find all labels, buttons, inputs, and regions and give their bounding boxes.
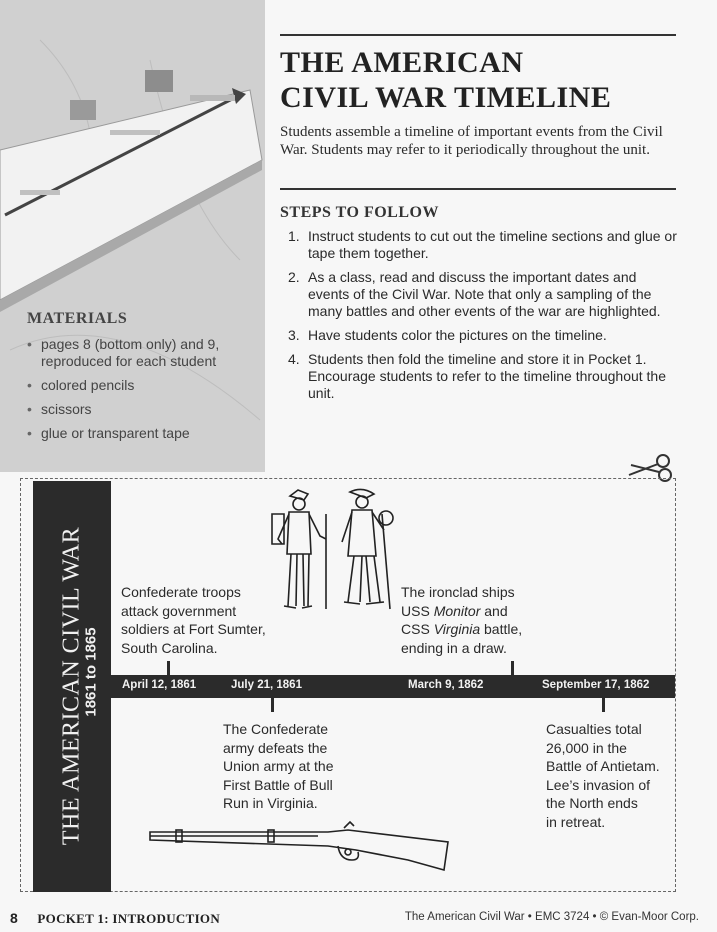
event-bull-run [223,720,334,813]
event-line: CSS [401,621,430,637]
event-ironclads [401,583,522,657]
timeline-date: July 21, 1861 [231,679,302,691]
page-title-line2: CIVIL WAR TIMELINE [280,81,612,114]
event-line: battle, [484,621,523,637]
intro-text: Students assemble a timeline of important events from the Civil War. Students may refer to it periodically throughout the unit. [280,124,663,158]
timeline-tick [511,661,514,675]
timeline-date: April 12, 1861 [122,679,197,691]
page-number: 8 [10,910,18,926]
rifle-illustration [148,820,450,878]
step-item [288,269,678,320]
event-line: the North ends [546,795,638,811]
timeline-tick [167,661,170,675]
materials-item: • glue or transparent tape [27,425,263,442]
steps-heading: STEPS TO FOLLOW [280,204,439,221]
event-ship-name: Virginia [433,621,481,637]
event-line: attack government [121,602,237,619]
event-line: and [484,602,508,619]
footer-credit: The American Civil War • EMC 3724 • © Evan-Moor Corp. [404,911,699,923]
step-item [288,327,678,344]
materials-item: • pages 8 (bottom only) and 9, reproduced for each student [27,336,263,370]
event-line: USS [401,602,430,619]
materials-list [27,336,263,442]
step-number: 1. [288,228,300,244]
event-line: Confederate troops [121,584,241,600]
title-rule-bottom [280,188,676,190]
page-title [280,45,680,115]
timeline-date: September 17, 1862 [542,679,650,691]
timeline-tick [602,698,605,712]
event-line: Lee’s invasion of [546,776,651,793]
timeline-side-title: THE AMERICAN CIVIL WAR [58,526,85,846]
step-number: 2. [288,269,300,285]
materials-heading: MATERIALS [27,310,128,327]
event-fort-sumter [121,583,266,657]
event-line: army defeats the [223,739,328,756]
event-line: in retreat. [546,813,606,830]
step-text: Instruct students to cut out the timeline sections and glue or tape them together. [308,228,677,261]
step-text: Students then fold the timeline and store it in Pocket 1. Encourage students to refer to the timeline throughout the unit. [308,351,667,401]
materials-item: • colored pencils [27,377,263,394]
event-line: ending in a draw. [401,639,507,656]
timeline-date: March 9, 1862 [408,679,484,691]
event-line: First Battle of Bull [223,776,333,793]
timeline-tick [271,698,274,712]
event-line: Union army at the [223,758,334,774]
event-line: Run in Virginia. [223,795,318,811]
step-item [288,351,678,402]
step-item [288,228,678,262]
event-line: soldiers at Fort Sumter, [121,621,266,637]
event-line: The ironclad ships [401,584,515,600]
event-line: The Confederate [223,721,329,737]
step-number: 3. [288,327,300,343]
event-ship-name: Monitor [433,602,481,619]
step-text: Have students color the pictures on the timeline. [308,327,607,343]
soldiers-illustration [262,484,402,614]
event-line: South Carolina. [121,639,218,656]
footer-left [10,910,220,927]
event-line: Casualties total [546,721,642,737]
event-line: Battle of Antietam. [546,758,660,774]
materials-item: • scissors [27,401,263,418]
event-antietam [546,720,660,831]
steps-list [288,228,678,409]
timeline-side-years: 1861 to 1865 [82,627,100,717]
step-number: 4. [288,351,300,367]
materials-section [27,310,263,449]
step-text: As a class, read and discuss the important dates and events of the Civil War. Note that only a sampling of the many battles and other events of the war are highlighted. [308,269,661,319]
event-line: 26,000 in the [546,739,627,756]
title-rule-top [280,34,676,36]
page-title-line1: THE AMERICAN [280,46,524,79]
footer-section: POCKET 1: INTRODUCTION [37,911,221,926]
